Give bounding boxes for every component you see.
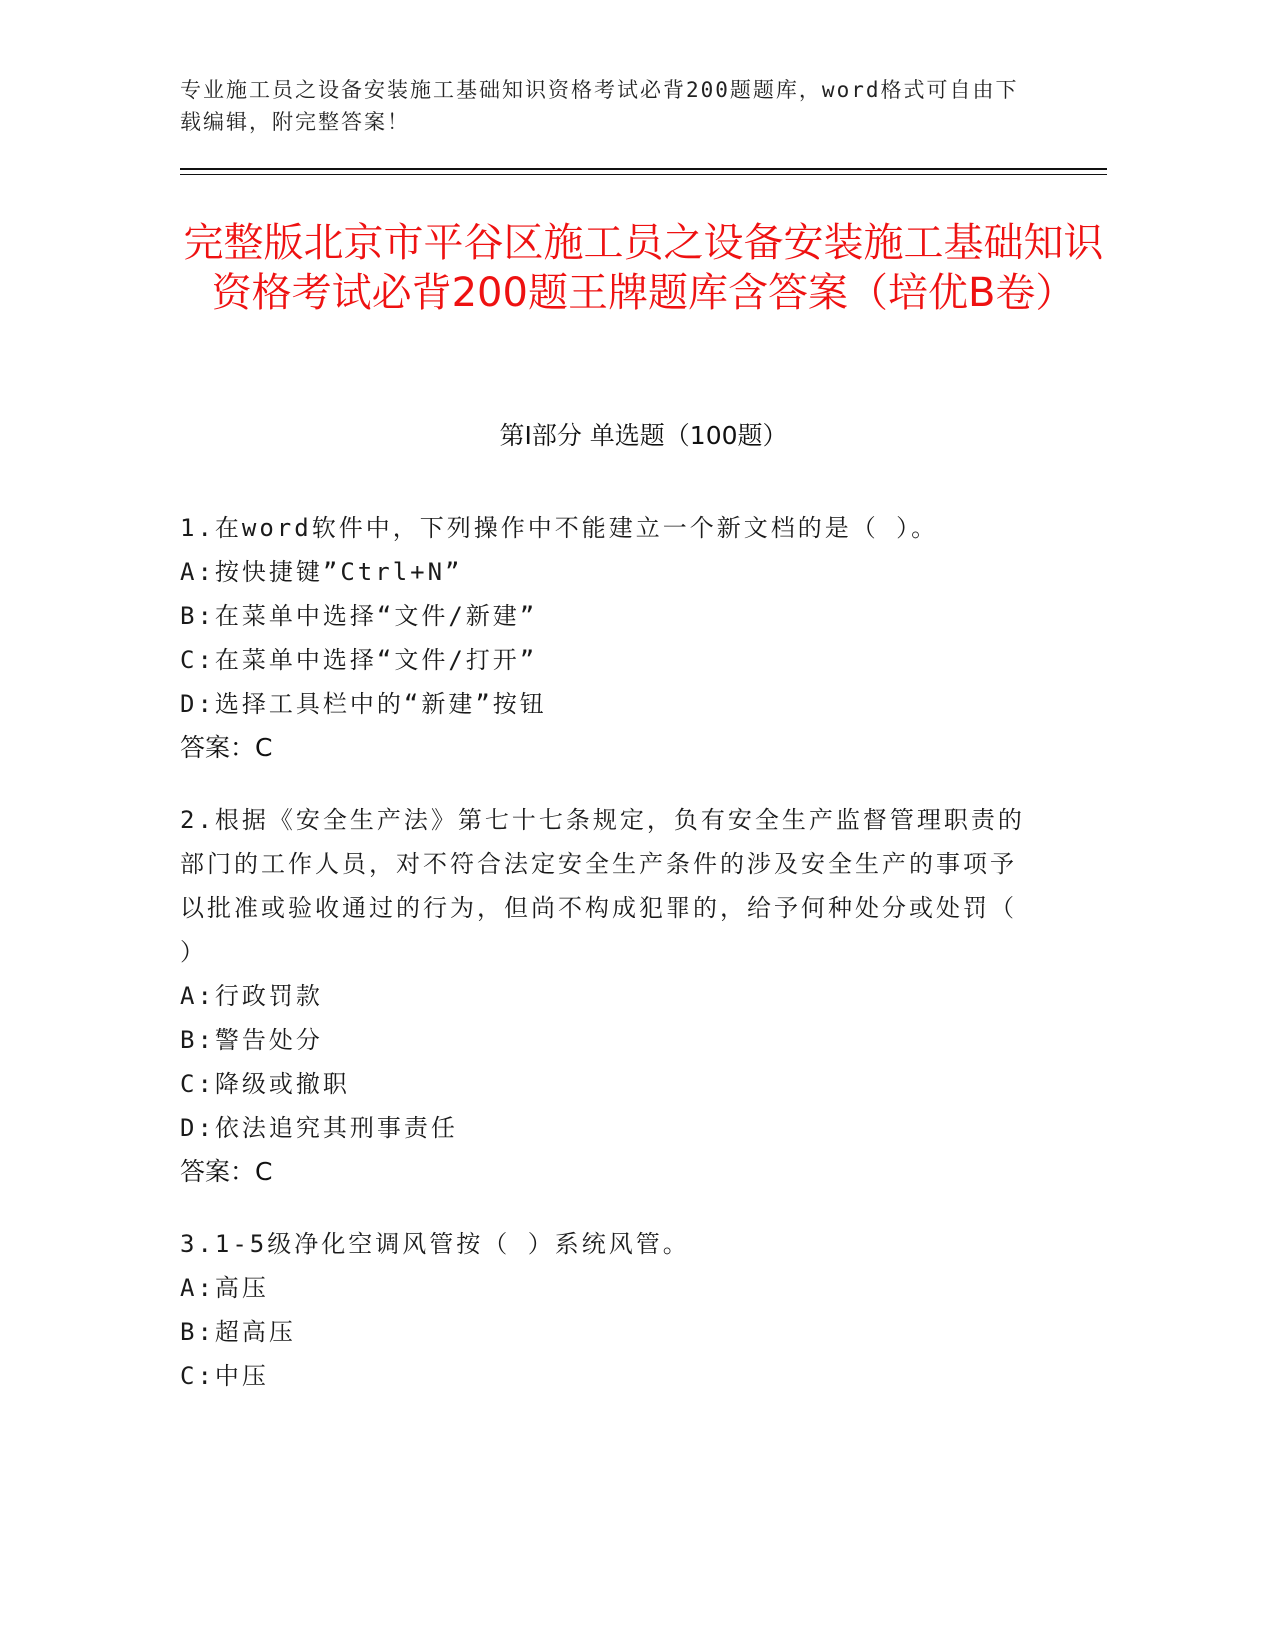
option-b: B:警告处分 xyxy=(180,1026,323,1054)
header-divider-thin xyxy=(180,174,1107,175)
question-stem: 3.1-5级净化空调风管按（ ）系统风管。 xyxy=(180,1230,690,1258)
option-d: D:选择工具栏中的“新建”按钮 xyxy=(180,690,547,718)
document-title: 完整版北京市平谷区施工员之设备安装施工基础知识资格考试必背200题王牌题库含答案（培优B卷） xyxy=(183,220,1104,316)
option-c: C:中压 xyxy=(180,1362,269,1390)
answer: 答案：C xyxy=(180,1157,273,1186)
option-a: A:行政罚款 xyxy=(180,982,323,1010)
question-3 xyxy=(180,1222,1040,1398)
option-b: B:超高压 xyxy=(180,1318,296,1346)
header-note: 专业施工员之设备安装施工基础知识资格考试必背200题题库，word格式可自由下载编辑，附完整答案！ xyxy=(180,78,1019,134)
option-c: C:降级或撤职 xyxy=(180,1070,350,1098)
answer: 答案：C xyxy=(180,733,273,762)
option-a: A:高压 xyxy=(180,1274,269,1302)
question-2 xyxy=(180,798,1040,1194)
question-list xyxy=(180,506,1040,1426)
question-stem: 1.在word软件中，下列操作中不能建立一个新文档的是（ ）。 xyxy=(180,514,939,542)
header-divider-thick xyxy=(180,168,1107,170)
question-1 xyxy=(180,506,1040,770)
option-b: B:在菜单中选择“文件/新建” xyxy=(180,602,538,630)
option-a: A:按快捷键”Ctrl+N” xyxy=(180,558,463,586)
section-heading: 第I部分 单选题（100题） xyxy=(499,421,788,450)
option-c: C:在菜单中选择“文件/打开” xyxy=(180,646,538,674)
option-d: D:依法追究其刑事责任 xyxy=(180,1114,458,1142)
question-stem: 2.根据《安全生产法》第七十七条规定，负有安全生产监督管理职责的部门的工作人员，对不符合法定安全生产条件的涉及安全生产的事项予以批准或验收通过的行为，但尚不构成犯罪的，给予何种处分或处罚（ ） xyxy=(180,806,1025,966)
